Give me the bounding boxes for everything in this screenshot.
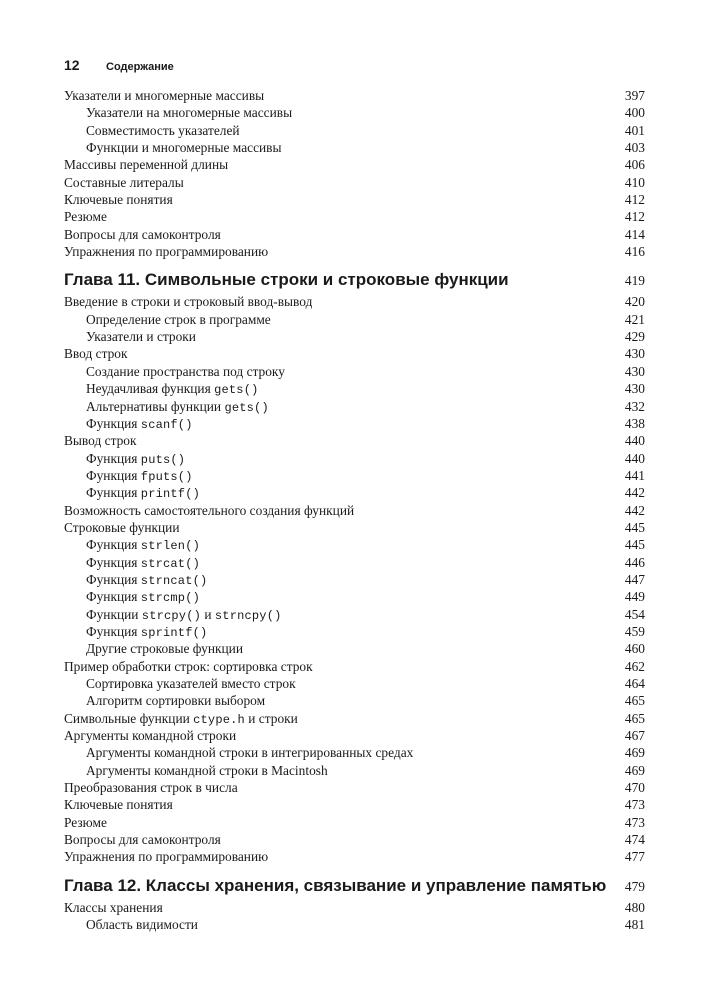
toc-entry[interactable] — [64, 87, 645, 104]
toc-entry-title — [64, 363, 285, 380]
toc-entry-text: Другие строковые функции — [86, 641, 243, 657]
toc-entry-text: Вопросы для самоконтроля — [64, 226, 221, 242]
toc-entry[interactable] — [64, 104, 645, 121]
toc-entry[interactable] — [64, 623, 645, 640]
toc-entry[interactable] — [64, 467, 645, 484]
toc-entry-title — [64, 848, 268, 865]
toc-entry-code: puts() — [140, 452, 186, 467]
toc-entry-text: Неудачливая функция — [86, 381, 215, 397]
toc-entry[interactable] — [64, 139, 645, 156]
toc-entry-text: Вопросы для самоконтроля — [64, 832, 221, 848]
toc-entry-title — [64, 762, 328, 779]
toc-entry-title — [64, 692, 265, 709]
toc-entry-page: 401 — [624, 122, 645, 138]
toc-entry[interactable] — [64, 174, 645, 191]
toc-entry-page: 420 — [624, 294, 645, 310]
toc-entry-page: 470 — [624, 780, 645, 796]
toc-entry[interactable] — [64, 762, 645, 779]
toc-entry-text: Алгоритм сортировки выбором — [86, 693, 266, 709]
toc-entry[interactable] — [64, 606, 645, 623]
toc-entry-page: 410 — [624, 174, 645, 190]
toc-entry-title — [64, 658, 313, 675]
toc-entry-text: Резюме — [64, 209, 107, 225]
toc-entry-text: Упражнения по программированию — [64, 849, 269, 865]
chapter-11-heading[interactable] — [64, 269, 645, 291]
toc-entry-text: Ключевые понятия — [64, 797, 173, 813]
toc-entry-code: strncpy() — [214, 608, 282, 623]
toc-entry[interactable] — [64, 744, 645, 761]
toc-entry-page: 430 — [624, 363, 645, 379]
toc-entry-page: 447 — [624, 571, 645, 587]
toc-entry[interactable] — [64, 536, 645, 553]
chapter-title: Глава 11. Символьные строки и строковые функции — [64, 270, 509, 290]
toc-entry-page: 465 — [624, 693, 645, 709]
toc-entry-title — [64, 191, 173, 208]
toc-entry-title — [64, 104, 292, 121]
toc-entry-page: 445 — [624, 537, 645, 553]
toc-entry[interactable] — [64, 380, 645, 397]
running-title: Содержание — [106, 61, 174, 73]
toc-entry[interactable] — [64, 692, 645, 709]
toc-entry-text: Массивы переменной длины — [64, 157, 229, 173]
toc-entry-page: 465 — [624, 710, 645, 726]
toc-entry-title — [64, 744, 413, 761]
toc-entry-code: gets() — [214, 383, 259, 398]
toc-entry-page: 469 — [624, 762, 645, 778]
toc-entry-text: Создание пространства под строку — [86, 363, 285, 379]
toc-entry-text: Составные литералы — [64, 174, 184, 190]
toc-entry-text: Указатели и строки — [86, 329, 196, 345]
toc-entry[interactable] — [64, 208, 645, 225]
toc-entry-page: 406 — [624, 157, 645, 173]
toc-entry[interactable] — [64, 484, 645, 501]
toc-entry[interactable] — [64, 571, 645, 588]
toc-entry[interactable] — [64, 899, 645, 916]
toc-entry-text: Функция — [86, 571, 141, 587]
toc-entry-title — [64, 831, 221, 848]
toc-entry-page: 469 — [624, 745, 645, 761]
toc-entry[interactable] — [64, 727, 645, 744]
toc-entry-text: Упражнения по программированию — [64, 244, 269, 260]
toc-entry-page: 462 — [624, 658, 645, 674]
toc-entry[interactable] — [64, 588, 645, 605]
toc-entry-text: Ввод строк — [64, 346, 128, 362]
toc-entry-page: 441 — [624, 467, 645, 483]
toc-entry-text: Функция — [86, 589, 141, 605]
toc-entry-title — [64, 311, 271, 328]
toc-entry-page: 473 — [624, 814, 645, 830]
toc-entry-title — [64, 293, 312, 310]
toc-entry-title — [64, 814, 107, 831]
toc-entry-code: ctype.h — [193, 712, 245, 727]
chapter-page-number: 479 — [624, 878, 645, 894]
toc-entry-text: Функция — [86, 554, 141, 570]
toc-section-chapter-11 — [64, 293, 645, 865]
toc-entry-text: Вывод строк — [64, 433, 137, 449]
toc-entry-text: Функция — [86, 623, 141, 639]
toc-entry-text: и — [201, 606, 215, 622]
toc-entry-page: 442 — [624, 502, 645, 518]
toc-entry[interactable] — [64, 226, 645, 243]
toc-entry-page: 412 — [624, 192, 645, 208]
toc-entry-title — [64, 640, 243, 657]
toc-entry-code: printf() — [140, 487, 201, 502]
toc-entry-title — [64, 519, 180, 536]
toc-entry-page: 480 — [624, 899, 645, 915]
toc-entry-page: 412 — [624, 209, 645, 225]
toc-entry-page: 459 — [624, 623, 645, 639]
toc-entry-text: Функции — [86, 606, 142, 622]
toc-entry[interactable] — [64, 710, 645, 727]
toc-entry-page: 432 — [624, 398, 645, 414]
toc-entry-title — [64, 916, 198, 933]
toc-entry-text: Классы хранения — [64, 899, 163, 915]
toc-entry-page: 481 — [624, 917, 645, 933]
toc-entry[interactable] — [64, 502, 645, 519]
table-of-contents — [64, 87, 645, 933]
toc-entry-text: Указатели на многомерные массивы — [86, 105, 293, 121]
toc-entry[interactable] — [64, 814, 645, 831]
toc-entry-page: 429 — [624, 329, 645, 345]
toc-entry[interactable] — [64, 640, 645, 657]
toc-entry-page: 397 — [624, 88, 645, 103]
toc-entry-page: 430 — [624, 346, 645, 362]
toc-entry-title — [64, 139, 282, 156]
toc-entry[interactable] — [64, 311, 645, 328]
toc-entry-text: Функция — [86, 485, 141, 501]
toc-entry[interactable] — [64, 450, 645, 467]
page-header — [64, 57, 174, 75]
toc-entry-page: 416 — [624, 244, 645, 260]
toc-entry-text: Альтернативы функции — [86, 398, 225, 414]
toc-entry-text: Преобразования строк в числа — [64, 780, 238, 796]
toc-entry-page: 400 — [624, 105, 645, 121]
toc-entry-page: 467 — [624, 728, 645, 744]
page-number: 12 — [64, 57, 80, 73]
toc-entry-page: 449 — [624, 589, 645, 605]
toc-entry-title — [64, 675, 296, 692]
toc-entry-title — [64, 122, 240, 139]
chapter-page-number: 419 — [624, 273, 645, 289]
toc-entry-text: Совместимость указателей — [86, 122, 240, 138]
toc-entry-text: Указатели и многомерные массивы — [64, 88, 265, 103]
toc-entry-page: 454 — [624, 606, 645, 622]
toc-entry-title — [64, 174, 184, 191]
toc-entry-title — [64, 345, 128, 362]
toc-entry-code: strcpy() — [141, 608, 202, 623]
toc-entry-title — [64, 243, 268, 260]
toc-entry-page: 421 — [624, 311, 645, 327]
toc-entry-page: 414 — [624, 226, 645, 242]
toc-entry[interactable] — [64, 658, 645, 675]
toc-entry[interactable] — [64, 345, 645, 362]
toc-entry[interactable] — [64, 398, 645, 415]
toc-entry-code: strlen() — [140, 539, 201, 554]
toc-entry-page: 440 — [624, 433, 645, 449]
toc-entry[interactable] — [64, 243, 645, 260]
toc-entry-page: 464 — [624, 676, 645, 691]
toc-entry-page: 403 — [624, 140, 645, 156]
toc-entry-text: и строки — [244, 710, 298, 726]
toc-entry[interactable] — [64, 796, 645, 813]
toc-entry-title — [64, 156, 228, 173]
chapter-12-heading[interactable] — [64, 875, 645, 897]
toc-entry-text: Функция — [86, 467, 141, 483]
toc-entry-title — [64, 502, 354, 519]
toc-entry-text: Сортировка указателей вместо строк — [86, 676, 296, 691]
toc-entry-text: Функция — [86, 450, 141, 466]
toc-entry-page: 430 — [624, 381, 645, 397]
toc-entry-title — [64, 779, 238, 796]
toc-entry-title — [64, 328, 196, 345]
toc-entry[interactable] — [64, 916, 645, 933]
toc-entry[interactable] — [64, 779, 645, 796]
toc-entry-text: Резюме — [64, 814, 107, 830]
chapter-title: Глава 12. Классы хранения, связывание и управление памятью — [64, 875, 607, 895]
toc-entry-code: strncat() — [140, 573, 208, 588]
toc-entry-code: strcat() — [140, 556, 201, 571]
toc-entry-text: Символьные функции — [64, 710, 194, 726]
toc-entry-page: 474 — [624, 832, 645, 848]
toc-entry-text: Строковые функции — [64, 519, 180, 535]
toc-entry[interactable] — [64, 519, 645, 536]
toc-entry[interactable] — [64, 156, 645, 173]
toc-entry[interactable] — [64, 363, 645, 380]
toc-entry-code: fputs() — [140, 469, 193, 484]
toc-entry-page: 440 — [624, 450, 645, 466]
toc-entry-code: gets() — [224, 400, 269, 415]
toc-entry-page: 460 — [624, 641, 645, 657]
toc-entry-text: Аргументы командной строки в интегрированных средах — [86, 745, 414, 761]
toc-section-chapter-12 — [64, 899, 645, 934]
toc-entry[interactable] — [64, 432, 645, 449]
toc-entry-page: 446 — [624, 554, 645, 570]
toc-entry-text: Ключевые понятия — [64, 192, 173, 208]
toc-entry-page: 445 — [624, 519, 645, 535]
toc-entry[interactable] — [64, 328, 645, 345]
toc-entry-text: Аргументы командной строки — [64, 728, 237, 744]
toc-entry-text: Возможность самостоятельного создания функций — [64, 502, 355, 518]
toc-entry-title — [64, 432, 137, 449]
toc-entry[interactable] — [64, 191, 645, 208]
toc-entry[interactable] — [64, 122, 645, 139]
toc-entry[interactable] — [64, 293, 645, 310]
toc-entry-title — [64, 87, 264, 104]
toc-entry-text: Функция — [86, 537, 141, 553]
toc-entry-text: Аргументы командной строки в Macintosh — [86, 762, 328, 778]
toc-entry-title — [64, 796, 173, 813]
toc-entry[interactable] — [64, 831, 645, 848]
toc-entry-page: 438 — [624, 415, 645, 431]
toc-entry-title — [64, 226, 221, 243]
toc-section-intro — [64, 87, 645, 260]
toc-entry-page: 442 — [624, 485, 645, 501]
toc-entry-text: Функции и многомерные массивы — [86, 140, 282, 156]
toc-entry[interactable] — [64, 675, 645, 692]
toc-entry-text: Область видимости — [86, 917, 198, 933]
toc-entry-code: sprintf() — [140, 625, 208, 640]
toc-entry-text: Функция — [86, 415, 141, 431]
toc-entry-page: 477 — [624, 849, 645, 865]
toc-entry[interactable] — [64, 848, 645, 865]
toc-entry[interactable] — [64, 415, 645, 432]
toc-entry-text: Введение в строки и строковый ввод-вывод — [64, 294, 313, 310]
toc-entry[interactable] — [64, 554, 645, 571]
toc-entry-title — [64, 208, 107, 225]
toc-entry-code: strcmp() — [140, 591, 201, 606]
toc-entry-text: Пример обработки строк: сортировка строк — [64, 658, 313, 674]
toc-entry-title — [64, 899, 163, 916]
toc-entry-code: scanf() — [140, 417, 193, 432]
toc-entry-title — [64, 727, 236, 744]
toc-entry-text: Определение строк в программе — [86, 311, 271, 327]
toc-entry-page: 473 — [624, 797, 645, 813]
